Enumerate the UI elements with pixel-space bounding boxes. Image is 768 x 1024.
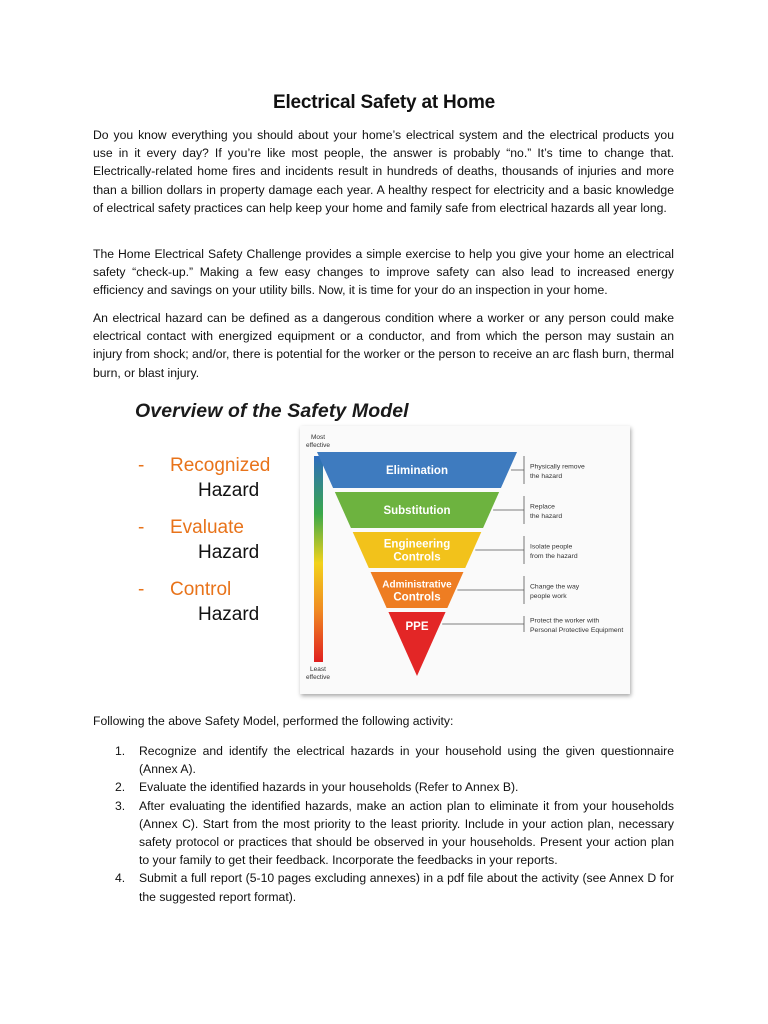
list-item bbox=[93, 869, 674, 905]
bullet-dash: - bbox=[138, 579, 145, 600]
scale-bottom-label-1: Least bbox=[310, 666, 326, 673]
figure-title: Overview of the Safety Model bbox=[135, 400, 409, 422]
model-item-word: Control bbox=[170, 579, 232, 600]
pyramid-level-label: PPE bbox=[405, 621, 429, 633]
bullet-dash: - bbox=[138, 517, 145, 538]
list-item-text: Evaluate the identified hazards in your households (Refer to Annex B). bbox=[139, 780, 519, 795]
callout-bracket bbox=[475, 536, 524, 564]
list-item-number: 1. bbox=[115, 744, 126, 758]
model-item-hazard: Hazard bbox=[198, 604, 260, 625]
level-description: Isolate people bbox=[530, 543, 573, 551]
level-description: from the hazard bbox=[530, 553, 578, 560]
level-description: Replace bbox=[530, 503, 555, 511]
safety-model-figure bbox=[130, 398, 630, 698]
pyramid-level-label: Substitution bbox=[383, 505, 451, 517]
page-title: Electrical Safety at Home bbox=[272, 92, 496, 113]
list-item-text: Submit a full report (5-10 pages excluding annexes) in a pdf file about the activity (see Annex D for the suggested report format). bbox=[139, 871, 674, 904]
bullet-dash: - bbox=[138, 455, 145, 476]
list-item-number: 4. bbox=[115, 871, 126, 886]
activity-intro: Following the above Safety Model, performed the following activity: bbox=[93, 714, 454, 728]
pyramid-level-label: Controls bbox=[393, 551, 441, 564]
model-item-word: Recognized bbox=[170, 455, 271, 476]
effectiveness-scale-bar bbox=[314, 456, 323, 662]
level-description: people work bbox=[530, 593, 567, 600]
hierarchy-of-controls-diagram bbox=[300, 426, 630, 694]
callout-bracket bbox=[457, 576, 524, 604]
pyramid-level-label: Elimination bbox=[386, 465, 448, 477]
model-item-hazard: Hazard bbox=[198, 480, 260, 501]
pyramid-level-label: Controls bbox=[393, 591, 441, 604]
hierarchy-pyramid bbox=[300, 426, 630, 694]
activity-list bbox=[93, 742, 674, 906]
scale-top-label-1: Most bbox=[310, 434, 326, 441]
list-item bbox=[93, 742, 674, 778]
list-item bbox=[93, 797, 674, 870]
scale-top-label-2: effective bbox=[305, 442, 331, 449]
level-description: Physically remove bbox=[530, 463, 585, 471]
paragraph-intro: Do you know everything you should about your home’s electrical system and the electrical products you use in it every day? If you’re like most people, the answer is probably “no.” It’s time to change that. Electrically-related home fires and incidents result in hundreds of deaths, thousands of injuries and more than a billion dollars in property damage each year. A healthy respect for electricity and a basic knowledge of electrical safety practices can help keep your home and family safe from electrical hazards all year long. bbox=[93, 128, 674, 215]
level-description: Personal Protective Equipment bbox=[530, 627, 624, 634]
level-description: the hazard bbox=[530, 473, 563, 480]
callout-bracket bbox=[442, 616, 524, 632]
scale-bottom-label-2: effective bbox=[305, 674, 331, 681]
level-description: Protect the worker with bbox=[530, 617, 600, 625]
list-item-number: 3. bbox=[115, 798, 126, 813]
list-item-text: Recognize and identify the electrical hazards in your household using the given questionnaire (Annex A). bbox=[139, 744, 674, 777]
paragraph-definition: An electrical hazard can be defined as a dangerous condition where a worker or any person could make electrical contact with energized equipment or a conductor, and from which the person may sustain an injury from shock; and/or, there is potential for the worker or the person to receive an arc flash burn, thermal burn, or blast injury. bbox=[93, 311, 674, 380]
callout-bracket bbox=[493, 496, 524, 524]
paragraph-challenge: The Home Electrical Safety Challenge provides a simple exercise to help you give your home an electrical safety “check-up.” Making a few easy changes to improve safety can also lead to increased energy efficiency and savings on your utility bills. Now, it is time for your do an inspection in your home. bbox=[93, 247, 674, 298]
pyramid-level-label: Engineering bbox=[383, 538, 451, 551]
model-item-hazard: Hazard bbox=[198, 542, 260, 563]
level-description: Change the way bbox=[530, 583, 580, 591]
list-item bbox=[93, 778, 674, 796]
level-description: the hazard bbox=[530, 513, 563, 520]
list-item-number: 2. bbox=[115, 780, 126, 795]
model-item-word: Evaluate bbox=[170, 517, 244, 538]
list-item-text: After evaluating the identified hazards, make an action plan to eliminate it from your households (Annex C). Start from the most priority to the least priority. Include in your action plan, necessary safety protocol or practices that should be observed in your households. Present your action plan to your family to get their feedback. Incorporate the feedbacks in your reports. bbox=[139, 798, 674, 868]
pyramid-level-label: Administrative bbox=[382, 579, 452, 591]
